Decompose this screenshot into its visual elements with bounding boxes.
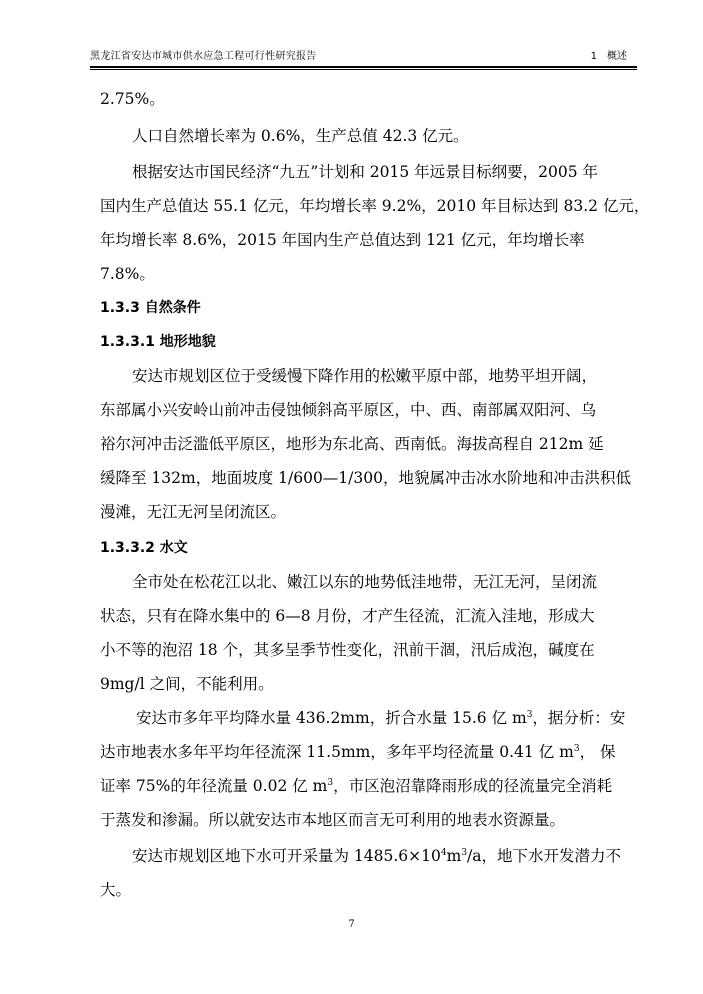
text-line: 全市处在松花江以北、嫩江以东的地势低洼地带，无江无河，呈闭流 <box>132 573 598 591</box>
text-line: 于蒸发和渗漏。所以就安达市本地区而言无可利用的地表水资源量。 <box>100 811 566 829</box>
text-line: 安达市规划区位于受缓慢下降作用的松嫩平原中部，地势平坦开阔， <box>132 367 598 385</box>
header-rule <box>90 66 637 70</box>
superscript: 3 <box>327 778 334 788</box>
text-line: 东部属小兴安岭山前冲击侵蚀倾斜高平原区，中、西、南部属双阳河、乌 <box>100 401 597 419</box>
text-run: 证率 75%的年径流量 0.02 亿 m <box>100 777 328 795</box>
text-run: ，市区泡沼靠降雨形成的径流量完全消耗 <box>333 777 613 795</box>
text-run: 达市地表水多年平均年径流深 11.5mm，多年平均径流量 0.41 亿 m <box>100 743 574 761</box>
running-header <box>90 50 637 64</box>
text-line: 年均增长率 8.6%，2015 年国内生产总值达到 121 亿元，年均增长率 <box>100 231 585 249</box>
text-line: 人口自然增长率为 0.6%，生产总值 42.3 亿元。 <box>132 127 469 145</box>
text-run: 安达市多年平均降水量 436.2mm，折合水量 15.6 亿 m <box>136 709 527 727</box>
text-line: 缓降至 132m，地面坡度 1/600—1/300，地貌属冲击冰水阶地和冲击洪积低 <box>100 469 631 487</box>
subsection-heading: 1.3.3.1 地形地貌 <box>100 334 216 350</box>
text-line <box>132 846 621 866</box>
superscript: 3 <box>461 848 468 858</box>
text-run: ， 保 <box>579 743 616 761</box>
text-run: /a，地下水开发潜力不 <box>467 847 622 865</box>
text-line: 2.75%。 <box>100 90 165 108</box>
text-line: 国内生产总值达 55.1 亿元，年均增长率 9.2%，2010 年目标达到 83.2 亿元， <box>100 197 650 215</box>
text-line: 9mg/l 之间，不能利用。 <box>100 675 274 693</box>
text-line: 漫滩，无江无河呈闭流区。 <box>100 503 287 521</box>
text-line: 7.8%。 <box>100 265 155 283</box>
text-run: ，据分析：安 <box>532 709 626 727</box>
text-line: 裕尔河冲击泛滥低平原区，地形为东北高、西南低。海拔高程自 212m 延 <box>100 435 604 453</box>
text-line: 根据安达市国民经济“九五”计划和 2015 年远景目标纲要，2005 年 <box>132 163 599 181</box>
chapter-label: 1 概述 <box>590 51 627 62</box>
text-run: m <box>446 847 462 865</box>
text-line: 小不等的泡沼 18 个，其多呈季节性变化，汛前干涸，汛后成泡，碱度在 <box>100 641 595 659</box>
superscript: 3 <box>573 744 580 754</box>
text-line <box>100 742 616 762</box>
report-title: 黑龙江省安达市城市供水应急工程可行性研究报告 <box>90 51 317 62</box>
page-number: 7 <box>348 919 355 930</box>
text-line: 大。 <box>100 881 132 899</box>
section-heading: 1.3.3 自然条件 <box>100 300 201 316</box>
text-line <box>100 776 612 796</box>
subsection-heading: 1.3.3.2 水文 <box>100 540 188 556</box>
text-line <box>136 708 625 728</box>
text-run: 安达市规划区地下水可开采量为 1485.6×10 <box>132 847 441 865</box>
superscript: 3 <box>526 710 533 720</box>
text-line: 状态，只有在降水集中的 6—8 月份，才产生径流，汇流入洼地，形成大 <box>100 607 595 625</box>
superscript: 4 <box>440 848 447 858</box>
